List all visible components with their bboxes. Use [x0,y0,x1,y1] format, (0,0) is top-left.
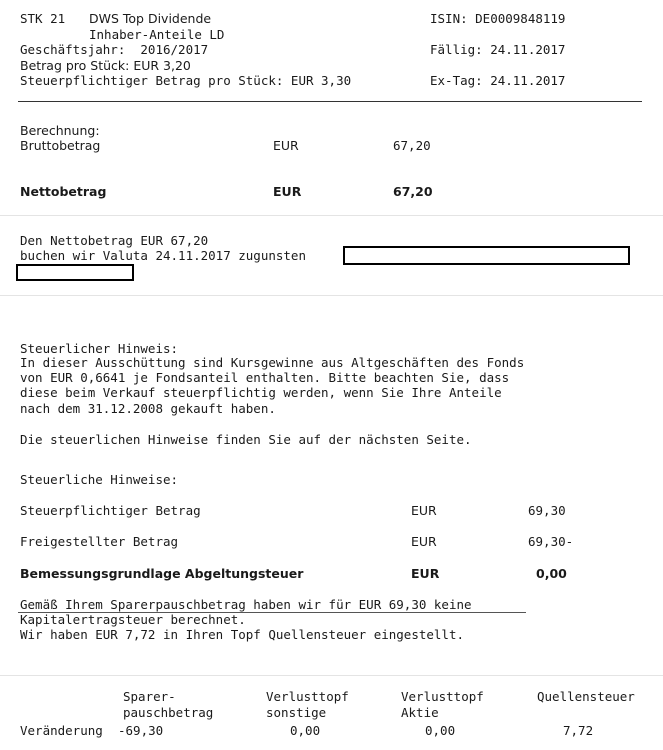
notice-line: Gemäß Ihrem Sparerpauschbetrag haben wir für EUR 69,30 keine [20,597,472,612]
net-label: Nettobetrag [20,184,107,199]
tax-row-currency: EUR [411,534,437,549]
col-header-loss-other: Verlusttopf [266,689,349,704]
net-currency: EUR [273,184,302,199]
next-page-note: Die steuerlichen Hinweise finden Sie auf der nächsten Seite. [20,432,472,447]
calculation-heading: Berechnung: [20,123,100,138]
booking-line-1: Den Nettobetrag EUR 67,20 [20,233,209,248]
col-header-loss-shares-2: Aktie [401,705,439,720]
notice-line: Kapitalertragsteuer berechnet. [20,612,246,627]
header-divider [18,101,642,102]
isin: ISIN: DE0009848119 [430,11,566,26]
fund-name: DWS Top Dividende [89,11,212,26]
ex-day: Ex-Tag: 24.11.2017 [430,73,566,88]
tax-row-value: 69,30- [528,534,574,549]
tax-row-value: 0,00 [536,566,567,581]
booking-line-2: buchen wir Valuta 24.11.2017 zugunsten [20,248,306,263]
change-value-withholding: 7,72 [563,723,594,738]
fiscal-year: Geschäftsjahr: 2016/2017 [20,42,209,57]
scan-artifact-line [0,215,663,216]
redacted-account [343,246,630,265]
change-value-loss-other: 0,00 [290,723,321,738]
tax-note-line: von EUR 0,6641 je Fondsanteil enthalten. Bitte beachten Sie, dass [20,370,510,385]
gross-label: Bruttobetrag [20,138,101,153]
share-class: Inhaber-Anteile LD [89,27,225,42]
row-label-change: Veränderung [20,723,103,738]
col-header-withholding: Quellensteuer [537,689,635,704]
tax-row-label: Bemessungsgrundlage Abgeltungsteuer [20,566,304,581]
tax-note-line: nach dem 31.12.2008 gekauft haben. [20,401,276,416]
tax-row-value: 69,30 [528,503,566,518]
tax-row-currency: EUR [411,503,437,518]
net-value: 67,20 [393,184,433,199]
change-value-saver: -69,30 [118,723,164,738]
col-header-saver-2: pauschbetrag [123,705,214,720]
col-header-saver: Sparer- [123,689,176,704]
tax-row-label: Freigestellter Betrag [20,534,179,549]
tax-note-line: In dieser Ausschüttung sind Kursgewinne aus Altgeschäften des Fonds [20,355,525,370]
tax-note-heading: Steuerlicher Hinweis: [20,341,179,356]
gross-currency: EUR [273,138,299,153]
amount-per-piece: Betrag pro Stück: EUR 3,20 [20,58,191,73]
tax-note-line: diese beim Verkauf steuerpflichtig werden, wenn Sie Ihre Anteile [20,385,502,400]
redacted-name [16,264,134,281]
tax-row-currency: EUR [411,566,440,581]
col-header-loss-shares: Verlusttopf [401,689,484,704]
gross-value: 67,20 [393,138,431,153]
tax-row-label: Steuerpflichtiger Betrag [20,503,201,518]
taxable-per-piece: Steuerpflichtiger Betrag pro Stück: EUR 3,30 [20,73,352,88]
scan-artifact-line [0,295,663,296]
tax-details-heading: Steuerliche Hinweise: [20,472,179,487]
change-value-loss-shares: 0,00 [425,723,456,738]
col-header-loss-other-2: sonstige [266,705,327,720]
security-number: STK 21 [20,11,66,26]
scan-artifact-line [0,675,663,676]
due-date: Fällig: 24.11.2017 [430,42,566,57]
notice-line: Wir haben EUR 7,72 in Ihren Topf Quellensteuer eingestellt. [20,627,465,642]
